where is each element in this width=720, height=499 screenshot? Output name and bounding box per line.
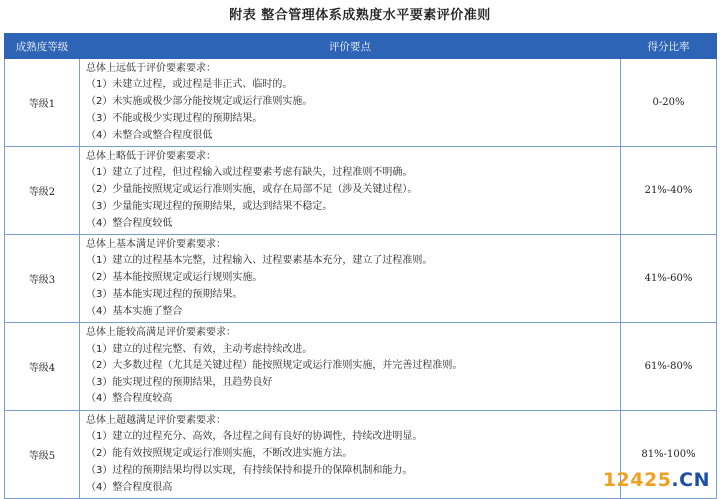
- level-cell: 等级5: [5, 410, 80, 498]
- requirement-line: （1）未建立过程，或过程是非正式、临时的。: [86, 79, 293, 90]
- requirements-cell: [80, 235, 621, 323]
- requirements-cell: [80, 59, 621, 147]
- requirement-line: 总体上远低于评价要素要求：: [86, 63, 216, 74]
- requirement-line: （1）建立了过程，但过程输入或过程要素考虑有缺失，过程准则不明确。: [86, 167, 413, 178]
- requirement-line: （2）未实施或极少部分能按规定或运行准则实施。: [86, 96, 313, 107]
- watermark-suffix: .CN: [671, 469, 710, 491]
- level-cell: 等级4: [5, 323, 80, 411]
- requirement-line: （1）建立的过程充分、高效，各过程之间有良好的协调性，持续改进明显。: [86, 430, 423, 442]
- requirement-line: （3）基本能实现过程的预期结果。: [86, 289, 243, 300]
- requirement-line: 总体上基本满足评价要素要求：: [86, 239, 226, 250]
- table-row: [5, 147, 717, 235]
- ratio-cell: 41%-60%: [621, 235, 717, 323]
- site-watermark: [603, 469, 710, 491]
- requirement-line: 总体上能较高满足评价要素要求：: [86, 327, 236, 338]
- requirement-line: （2）基本能按照规定或运行规则实施。: [86, 272, 263, 283]
- ratio-cell: 21%-40%: [621, 147, 717, 235]
- table-row: [5, 235, 717, 323]
- table-header-row: [5, 34, 717, 59]
- requirement-line: （2）大多数过程（尤其是关键过程）能按照规定或运行准则实施，并完善过程准则。: [86, 360, 463, 372]
- table-row: [5, 59, 717, 147]
- requirements-cell: [80, 410, 621, 498]
- requirement-line: （4）整合程度较低: [86, 218, 173, 229]
- requirement-line: （3）少量能实现过程的预期结果，或达到结果不稳定。: [86, 201, 333, 212]
- ratio-cell: 0-20%: [621, 59, 717, 147]
- header-ratio: 得分比率: [621, 34, 717, 59]
- requirement-line: （4）未整合或整合程度很低: [86, 130, 213, 141]
- level-cell: 等级3: [5, 235, 80, 323]
- requirement-line: （4）整合程度很高: [86, 481, 173, 493]
- document-title: 附表 整合管理体系成熟度水平要素评价准则: [229, 8, 491, 23]
- header-level: 成熟度等级: [5, 34, 80, 59]
- requirement-line: （1）建立的过程完整、有效，主动考虑持续改进。: [86, 343, 313, 355]
- level-cell: 等级2: [5, 147, 80, 235]
- requirement-line: （4）基本实施了整合: [86, 306, 183, 317]
- requirement-line: （1）建立的过程基本完整，过程输入、过程要素基本充分，建立了过程准则。: [86, 255, 433, 266]
- table-row: [5, 323, 717, 411]
- level-cell: 等级1: [5, 59, 80, 147]
- maturity-criteria-table: [4, 33, 717, 499]
- requirement-line: 总体上略低于评价要素要求：: [86, 151, 216, 162]
- requirement-line: （4）整合程度较高: [86, 393, 173, 405]
- requirement-line: （2）少量能按照规定或运行准则实施，或存在局部不足（涉及关键过程）。: [86, 184, 418, 195]
- requirement-line: （3）不能或极少实现过程的预期结果。: [86, 113, 263, 124]
- requirements-cell: [80, 147, 621, 235]
- requirement-line: （3）能实现过程的预期结果，且趋势良好: [86, 376, 273, 388]
- requirements-cell: [80, 323, 621, 411]
- ratio-cell: 61%-80%: [621, 323, 717, 411]
- requirement-line: 总体上超越满足评价要素要求：: [86, 414, 226, 426]
- watermark-number: 12425: [602, 469, 672, 491]
- ratio-cell: 81%-100%: [621, 410, 717, 498]
- requirement-line: （3）过程的预期结果均得以实现，有持续保持和提升的保障机制和能力。: [86, 464, 413, 476]
- requirement-line: （2）能有效按照规定或运行准则实施，不断改进实施方法。: [86, 447, 353, 459]
- header-requirements: 评价要点: [80, 34, 621, 59]
